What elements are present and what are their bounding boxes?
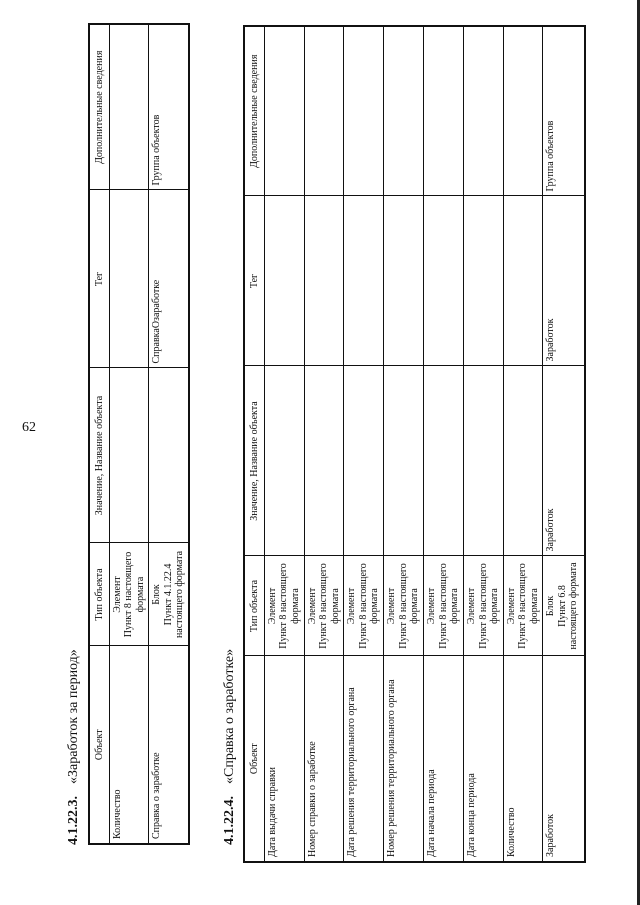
cell-tag <box>304 196 344 366</box>
section2-table <box>243 25 586 863</box>
table-row <box>424 26 464 862</box>
cell-object: Дата начала периода <box>424 656 464 862</box>
cell-tag: СправкаОзаработке <box>149 190 189 368</box>
section1-heading <box>66 649 82 845</box>
column-header-type: Тип объекта <box>244 556 264 656</box>
section1-table-wrap <box>88 23 190 845</box>
table-row <box>149 24 189 844</box>
cell-object: Количество <box>109 646 149 844</box>
section1-title: «Заработок за период» <box>66 649 81 784</box>
cell-type: Элемент Пункт 8 настоящего формата <box>304 556 344 656</box>
table-row <box>384 26 424 862</box>
cell-extra <box>304 26 344 196</box>
cell-type: Элемент Пункт 8 настоящего формата <box>464 556 504 656</box>
cell-type: Элемент Пункт 8 настоящего формата <box>344 556 384 656</box>
cell-extra <box>503 26 543 196</box>
cell-value <box>304 366 344 556</box>
cell-object: Номер справки о заработке <box>304 656 344 862</box>
cell-value <box>384 366 424 556</box>
cell-extra <box>264 26 304 196</box>
column-header-tag: Тег <box>89 190 109 368</box>
cell-tag <box>109 190 149 368</box>
section2-heading <box>222 649 238 845</box>
cell-extra <box>464 26 504 196</box>
column-header-extra: Дополнительные сведения <box>244 26 264 196</box>
cell-value <box>424 366 464 556</box>
cell-value <box>503 366 543 556</box>
cell-value <box>464 366 504 556</box>
cell-extra: Группа объектов <box>543 26 585 196</box>
cell-object: Дата конца периода <box>464 656 504 862</box>
table-row <box>543 26 585 862</box>
column-header-tag: Тег <box>244 196 264 366</box>
table-row <box>109 24 149 844</box>
column-header-value: Значение, Название объекта <box>89 368 109 543</box>
section1-table <box>88 23 190 845</box>
cell-extra <box>344 26 384 196</box>
column-header-type: Тип объекта <box>89 543 109 646</box>
table-row <box>503 26 543 862</box>
table-row <box>264 26 304 862</box>
cell-tag <box>264 196 304 366</box>
cell-object: Номер решения территориального органа <box>384 656 424 862</box>
cell-object: Дата решения территориального органа <box>344 656 384 862</box>
column-header-extra: Дополнительные сведения <box>89 24 109 190</box>
cell-extra <box>384 26 424 196</box>
cell-type: Элемент Пункт 8 настоящего формата <box>384 556 424 656</box>
cell-type: Блок Пункт 6.8 настоящего формата <box>543 556 585 656</box>
cell-type: Блок Пункт 4.1.22.4 настоящего формата <box>149 543 189 646</box>
cell-value <box>109 368 149 543</box>
cell-tag <box>424 196 464 366</box>
cell-type: Элемент Пункт 8 настоящего формата <box>109 543 149 646</box>
cell-tag <box>384 196 424 366</box>
cell-extra: Группа объектов <box>149 24 189 190</box>
cell-extra <box>109 24 149 190</box>
cell-object: Заработок <box>543 656 585 862</box>
cell-tag <box>464 196 504 366</box>
cell-type: Элемент Пункт 8 настоящего формата <box>424 556 464 656</box>
column-header-value: Значение, Название объекта <box>244 366 264 556</box>
cell-type: Элемент Пункт 8 настоящего формата <box>503 556 543 656</box>
cell-value <box>149 368 189 543</box>
table-row <box>344 26 384 862</box>
table-row <box>304 26 344 862</box>
cell-extra <box>424 26 464 196</box>
cell-value: Заработок <box>543 366 585 556</box>
cell-tag <box>503 196 543 366</box>
column-header-object: Объект <box>89 646 109 844</box>
table-header-row <box>89 24 109 844</box>
cell-tag: Заработок <box>543 196 585 366</box>
section2-number: 4.1.22.4. <box>222 796 237 845</box>
table-header-row <box>244 26 264 862</box>
cell-value <box>344 366 384 556</box>
table-row <box>464 26 504 862</box>
cell-type: Элемент Пункт 8 настоящего формата <box>264 556 304 656</box>
cell-tag <box>344 196 384 366</box>
column-header-object: Объект <box>244 656 264 862</box>
cell-value <box>264 366 304 556</box>
cell-object: Справка о заработке <box>149 646 189 844</box>
cell-object: Количество <box>503 656 543 862</box>
section2-table-wrap <box>243 25 586 863</box>
section2-title: «Справка о заработке» <box>222 648 237 784</box>
page-number: 62 <box>22 420 36 435</box>
cell-object: Дата выдачи справки <box>264 656 304 862</box>
section1-number: 4.1.22.3. <box>66 796 81 845</box>
